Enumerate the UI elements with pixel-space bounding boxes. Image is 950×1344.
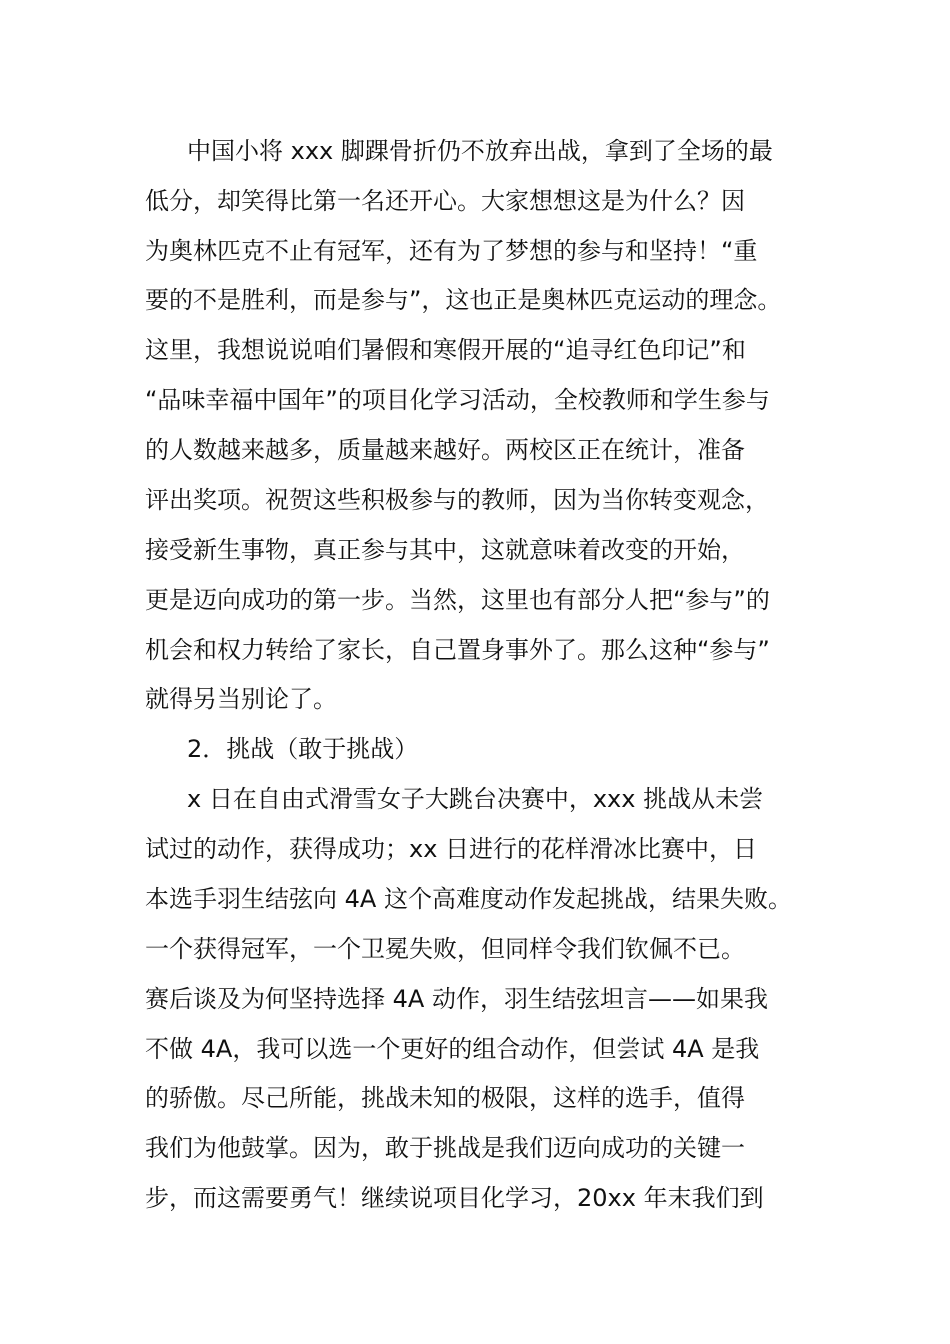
paragraph-line: 接受新生事物，真正参与其中，这就意味着改变的开始， [145,536,745,564]
paragraph-line: “品味幸福中国年”的项目化学习活动，全校教师和学生参与 [145,386,770,414]
paragraph-line: 要的不是胜利，而是参与”，这也正是奥林匹克运动的理念。 [145,286,782,314]
paragraph-line: 的人数越来越多，质量越来越好。两校区正在统计，准备 [145,436,745,464]
paragraph-line: 就得另当别论了。 [145,685,337,713]
paragraph-line: 我们为他鼓掌。因为，敢于挑战是我们迈向成功的关键一 [145,1134,745,1162]
paragraph-line: 步，而这需要勇气！继续说项目化学习，20xx 年末我们到 [145,1184,764,1212]
paragraph-line: 评出奖项。祝贺这些积极参与的教师，因为当你转变观念， [145,486,769,514]
paragraph-line: 本选手羽生结弦向 4A 这个高难度动作发起挑战，结果失败。 [145,885,792,913]
paragraph-line: 赛后谈及为何坚持选择 4A 动作，羽生结弦坦言——如果我 [145,985,768,1013]
paragraph-line: 这里，我想说说咱们暑假和寒假开展的“追寻红色印记”和 [145,336,746,364]
paragraph-line: 机会和权力转给了家长，自己置身事外了。那么这种“参与” [145,636,770,664]
paragraph-line: 更是迈向成功的第一步。当然，这里也有部分人把“参与”的 [145,586,770,614]
paragraph-line: 试过的动作，获得成功；xx 日进行的花样滑冰比赛中，日 [145,835,758,863]
section-heading: 2．挑战（敢于挑战） [187,735,419,763]
paragraph-line: 不做 4A，我可以选一个更好的组合动作，但尝试 4A 是我 [145,1035,760,1063]
paragraph-line: 的骄傲。尽己所能，挑战未知的极限，这样的选手，值得 [145,1084,745,1112]
paragraph-line: 低分，却笑得比第一名还开心。大家想想这是为什么？因 [145,187,745,215]
paragraph-line: 一个获得冠军，一个卫冕失败，但同样令我们钦佩不已。 [145,935,745,963]
paragraph-line: 为奥林匹克不止有冠军，还有为了梦想的参与和坚持！“重 [145,237,758,265]
paragraph-line: x 日在自由式滑雪女子大跳台决赛中，xxx 挑战从未尝 [187,785,764,813]
paragraph-line: 中国小将 xxx 脚踝骨折仍不放弃出战，拿到了全场的最 [187,137,773,165]
